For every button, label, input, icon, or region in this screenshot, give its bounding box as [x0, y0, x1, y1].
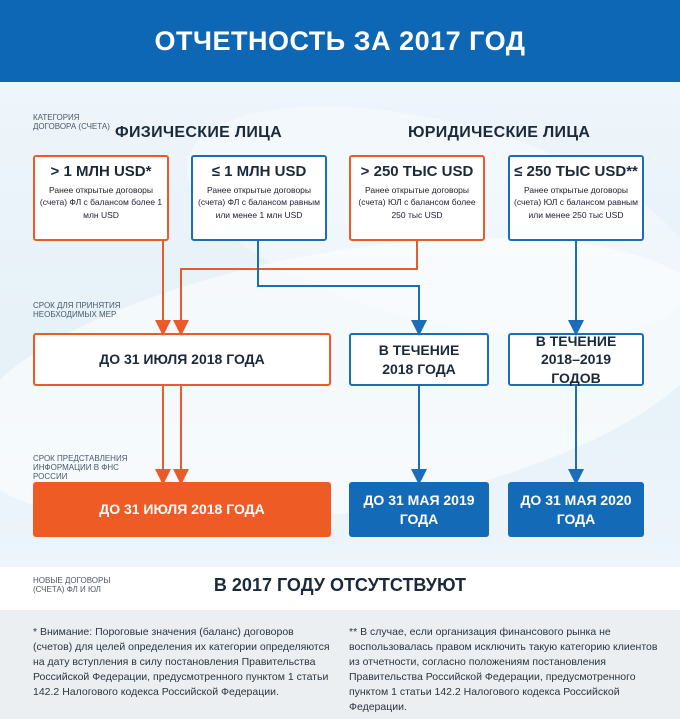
report-box-legal-under: ДО 31 МАЯ 2020 ГОДА: [508, 482, 644, 537]
measures-box-legal-over: В ТЕЧЕНИЕ 2018 ГОДА: [349, 333, 489, 386]
individuals-title: ФИЗИЧЕСКИЕ ЛИЦА: [115, 124, 282, 141]
category-description: Ранее открытые договоры (счета) ФЛ с балансом равным или менее 1 млн USD: [198, 185, 320, 220]
category-title: > 1 МЛН USD*: [50, 163, 152, 180]
measures-box-individuals: ДО 31 ИЮЛЯ 2018 ГОДА: [33, 333, 331, 386]
footnote-right: ** В случае, если организация финансового рынка не воспользовалась правом исключить такую категорию клиентов из отчетности, согласно положениям постановления Правительства Российской Федерации, предусмотренного пунктом 1 статьи 142.2 Налогового кодекса Российской Федерации.: [349, 626, 658, 713]
category-description: Ранее открытые договоры (счета) ЮЛ с балансом более 250 тыс USD: [358, 185, 476, 220]
category-title: ≤ 250 ТЫС USD**: [514, 163, 638, 180]
category-description: Ранее открытые договоры (счета) ЮЛ с балансом равным или менее 250 тыс USD: [514, 185, 639, 220]
arrow-individual-under-to-legal-measures: [258, 241, 419, 328]
new-contracts-label: НОВЫЕ ДОГОВОРЫ (СЧЕТА) ФЛ И ЮЛ: [33, 576, 111, 595]
category-title: ≤ 1 МЛН USD: [211, 163, 307, 180]
legal-entities-title: ЮРИДИЧЕСКИЕ ЛИЦА: [408, 124, 591, 141]
absent-statement: В 2017 ГОДУ ОТСУТСТВУЮТ: [213, 575, 467, 595]
category-title: > 250 ТЫС USD: [360, 163, 474, 180]
report-box-individuals: ДО 31 ИЮЛЯ 2018 ГОДА: [33, 482, 331, 537]
measures-box-legal-under: В ТЕЧЕНИЕ 2018–2019 ГОДОВ: [508, 333, 644, 386]
page-title: ОТЧЕТНОСТЬ ЗА 2017 ГОД: [154, 25, 526, 56]
report-box-legal-over: ДО 31 МАЯ 2019 ГОДА: [349, 482, 489, 537]
measures-deadline-label: СРОК ДЛЯ ПРИНЯТИЯ НЕОБХОДИМЫХ МЕР: [33, 301, 121, 320]
arrow-legal-over-to-individual-measures: [181, 241, 417, 328]
report-deadline-label: СРОК ПРЕДСТАВЛЕНИЯ ИНФОРМАЦИИ В ФНС РОССИИ: [33, 454, 128, 482]
footnote-left: * Внимание: Пороговые значения (баланс) договоров (счетов) для целей определения их категории определяются на дату вступления в силу постановления Правительства Российской Федерации, предусмотренного пунктом 1 статьи 142.2 Налогового кодекса Российской Федерации.: [33, 626, 330, 698]
category-label: КАТЕГОРИЯ ДОГОВОРА (СЧЕТА): [33, 113, 110, 132]
category-description: Ранее открытые договоры (счета) ФЛ с балансом более 1 млн USD: [39, 185, 163, 220]
